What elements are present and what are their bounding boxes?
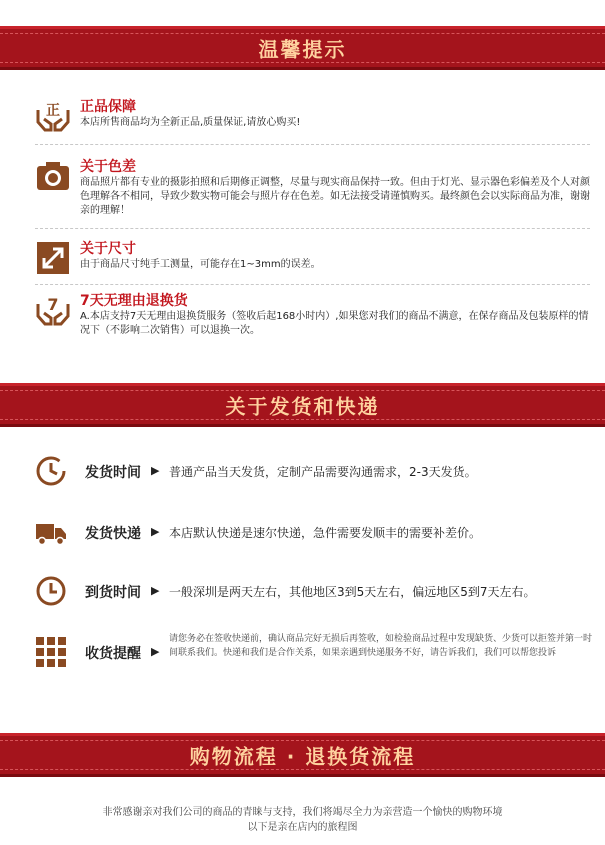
ship-row-dispatch-time xyxy=(35,455,595,487)
ship-row-courier xyxy=(35,516,595,548)
notice-title: 关于尺寸 xyxy=(80,241,136,257)
divider xyxy=(35,284,590,285)
clock-outline-icon xyxy=(35,575,67,607)
divider xyxy=(35,144,590,145)
process-banner-title: 购物流程 · 退换货流程 xyxy=(189,744,416,769)
notice-body: 由于商品尺寸纯手工测量，可能存在1~3mm的误差。 xyxy=(80,259,321,270)
footer-thanks: 非常感谢亲对我们公司的商品的青睐与支持，我们将竭尽全力为亲营造一个愉快的购物环境 xyxy=(102,807,503,818)
notice-body: 本店所售商品均为全新正品,质量保证,请放心购买! xyxy=(80,117,301,128)
notice-genuine xyxy=(35,96,590,136)
ship-text: 请您务必在签收快递前，确认商品完好无损后再签收，如检验商品过程中发现缺货、少货可以拒签并第一时间联系我们。快递和我们是合作关系，如果亲遇到快递服务不好，请告诉我们，我们可以帮您投诉 xyxy=(169,634,593,658)
footer-journey: 以下是亲在店内的旅程图 xyxy=(247,822,358,833)
ship-label: 发货时间 xyxy=(85,465,141,481)
ship-text: 本店默认快递是速尔快递，急件需要发顺丰的需要补差价。 xyxy=(169,526,482,540)
ship-row-receipt-reminder xyxy=(35,632,595,676)
process-banner xyxy=(0,733,605,777)
notice-body: 商品照片都有专业的摄影拍照和后期修正调整，尽量与现实商品保持一致。但由于灯光、显示器色彩偏差及个人对颜色理解各不相同，导致少数实物可能会与照片存在色差。如无法接受请谨慎购买。最终颜色会以实际商品为准，谢谢亲的理解！ xyxy=(80,177,590,216)
notice-body: A.本店支持7天无理由退换货服务（签收后起168小时内）,如果您对我们的商品不满意，在保存商品及包装原样的情况下（不影响二次销售）可以退换一次。 xyxy=(80,311,589,336)
arrow-icon: ▶ xyxy=(151,464,160,477)
ship-label: 发货快递 xyxy=(85,526,141,542)
ship-label: 收货提醒 xyxy=(85,646,141,662)
camera-icon xyxy=(35,158,71,194)
ship-text: 普通产品当天发货，定制产品需要沟通需求，2-3天发货。 xyxy=(169,465,477,479)
svg-text:7: 7 xyxy=(47,295,59,314)
ship-text: 一般深圳是两天左右，其他地区3到5天左右，偏远地区5到7天左右。 xyxy=(169,585,536,599)
hands-seven-icon xyxy=(35,292,71,328)
arrow-icon: ▶ xyxy=(151,645,160,658)
tips-banner-title: 温馨提示 xyxy=(258,37,347,62)
delivery-truck-icon xyxy=(35,516,67,548)
svg-text:正: 正 xyxy=(46,103,60,119)
arrow-icon: ▶ xyxy=(151,584,160,597)
clock-icon xyxy=(35,455,67,487)
hands-genuine-icon xyxy=(35,98,71,134)
divider xyxy=(35,228,590,229)
notice-color-difference xyxy=(35,156,590,222)
ship-label: 到货时间 xyxy=(85,585,141,601)
tips-banner xyxy=(0,26,605,70)
ship-row-arrival-time xyxy=(35,575,595,607)
notice-title: 正品保障 xyxy=(80,99,136,115)
notice-title: 7天无理由退换货 xyxy=(80,293,188,309)
shipping-banner xyxy=(0,383,605,427)
grid-icon xyxy=(35,636,67,668)
arrow-icon: ▶ xyxy=(151,525,160,538)
notice-size xyxy=(35,238,590,278)
resize-arrow-icon xyxy=(35,240,71,276)
notice-seven-day-return xyxy=(35,290,590,342)
shipping-banner-title: 关于发货和快递 xyxy=(225,394,380,419)
notice-title: 关于色差 xyxy=(80,159,136,175)
